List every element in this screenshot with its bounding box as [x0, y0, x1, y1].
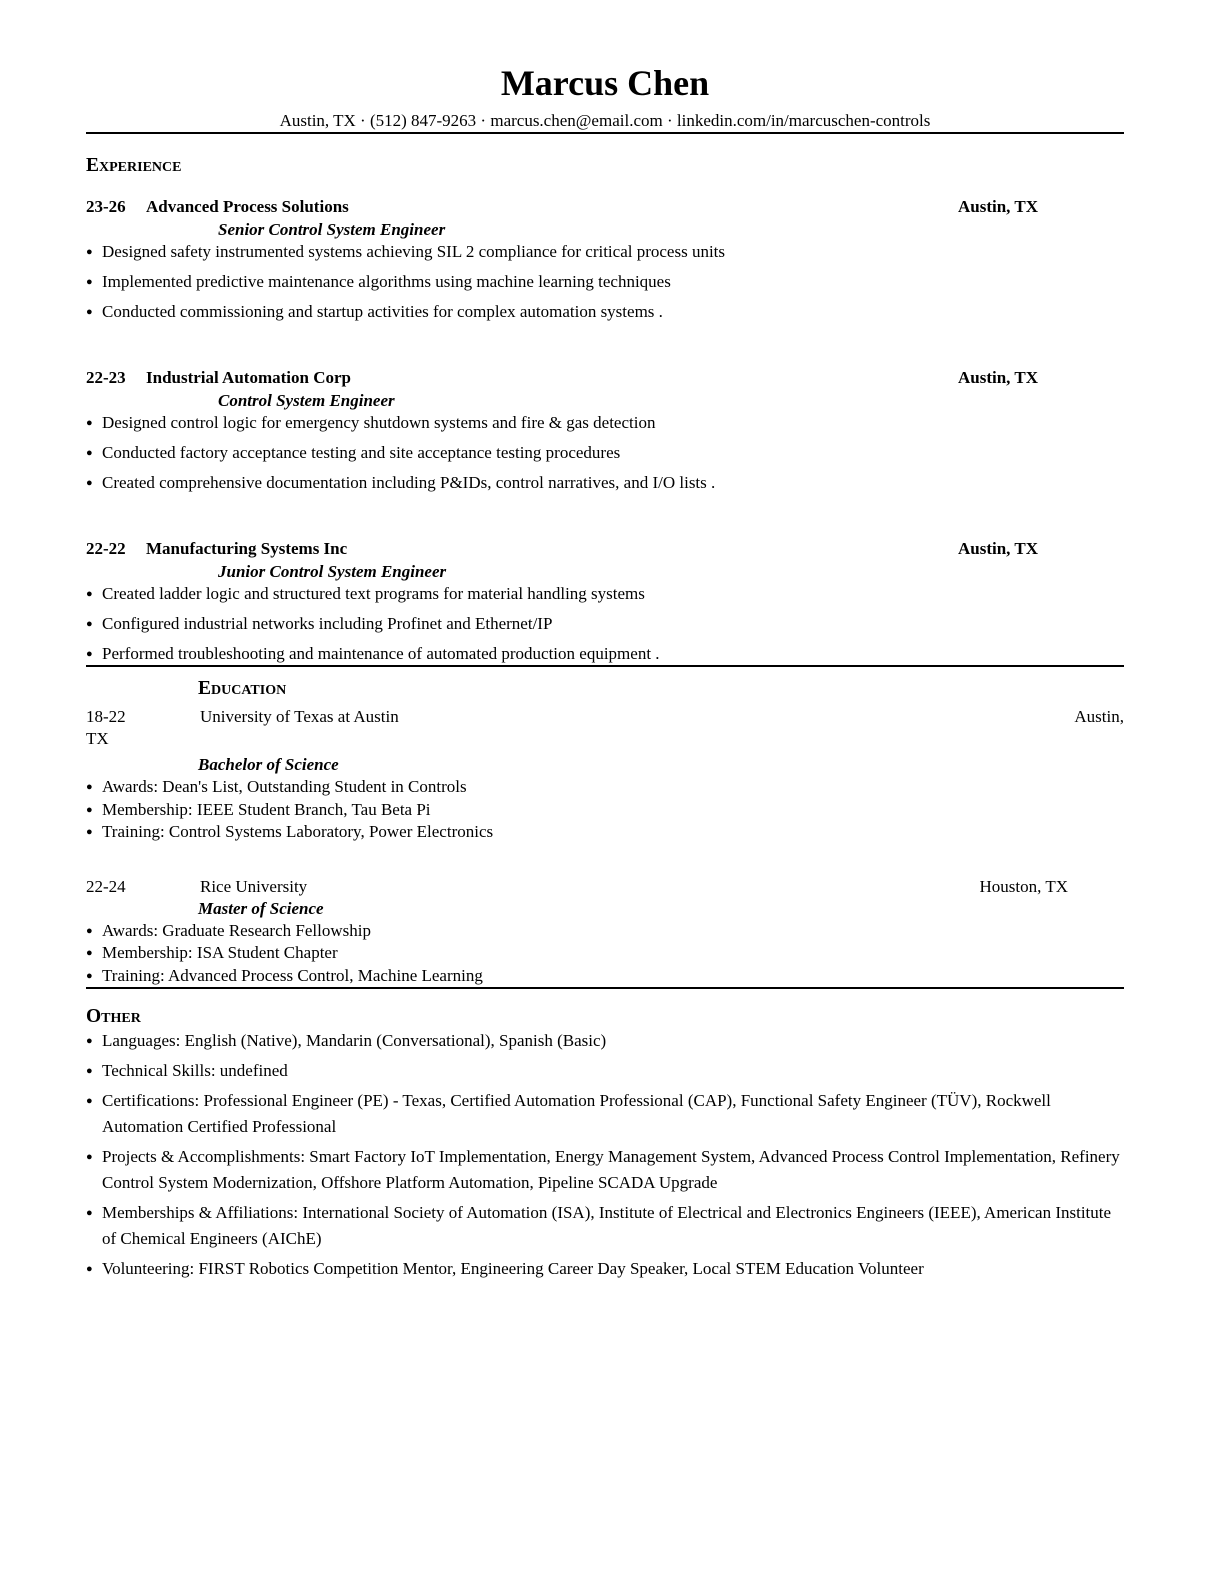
- education-location-part1: Austin,: [1074, 707, 1124, 727]
- education-bullet: ● Membership: ISA Student Chapter: [86, 942, 1124, 965]
- other-bullet: ● Projects & Accomplishments: Smart Factory IoT Implementation, Energy Management System, Advanced Process Control Implementation, Refinery Control System Modernization, Offshore Platform Automation, Pipeline SCADA Upgrade: [86, 1144, 1124, 1196]
- job-bullet: ● Configured industrial networks including Profinet and Ethernet/IP: [86, 613, 1124, 635]
- job-header: [86, 196, 1124, 218]
- job-dates: 23-26: [86, 196, 126, 216]
- job-bullet: ● Performed troubleshooting and maintenance of automated production equipment .: [86, 643, 1124, 665]
- other-heading: Other: [86, 1006, 141, 1028]
- company-name: Industrial Automation Corp: [146, 367, 351, 387]
- job-bullet: ● Conducted commissioning and startup activities for complex automation systems .: [86, 301, 1124, 323]
- education-bullet: ● Awards: Graduate Research Fellowship: [86, 920, 1124, 943]
- job-title: Senior Control System Engineer: [218, 219, 446, 239]
- job-bullet: ● Designed safety instrumented systems achieving SIL 2 compliance for critical process units: [86, 241, 1124, 263]
- job-header: [86, 367, 1124, 389]
- company-name: Manufacturing Systems Inc: [146, 538, 348, 558]
- job-bullet: ● Designed control logic for emergency shutdown systems and fire & gas detection: [86, 412, 1124, 434]
- education-bullet-list: [86, 920, 1124, 988]
- education-bullet: ● Training: Advanced Process Control, Machine Learning: [86, 965, 1124, 988]
- candidate-name: Marcus Chen: [500, 63, 710, 103]
- job-bullet-list: [86, 412, 1124, 494]
- education-bullet: ● Membership: IEEE Student Branch, Tau Beta Pi: [86, 799, 1124, 822]
- education-location-part2: TX: [86, 729, 109, 749]
- education-entry: [86, 876, 1124, 988]
- education-header: [86, 876, 1124, 898]
- section-divider: [86, 987, 1124, 989]
- other-bullet: ● Volunteering: FIRST Robotics Competition Mentor, Engineering Career Day Speaker, Local STEM Education Volunteer: [86, 1256, 1124, 1282]
- section-other: [86, 1005, 1124, 1282]
- education-dates: 18-22: [86, 707, 126, 727]
- school-name: Rice University: [200, 876, 308, 896]
- other-bullet-list: [86, 1028, 1124, 1282]
- experience-heading: Experience: [86, 155, 182, 177]
- header-divider: [86, 132, 1124, 134]
- job-title: Junior Control System Engineer: [218, 561, 447, 581]
- job-entry: [86, 196, 1124, 323]
- job-bullet: ● Created comprehensive documentation including P&IDs, control narratives, and I/O lists .: [86, 472, 1124, 494]
- job-bullet: ● Implemented predictive maintenance algorithms using machine learning techniques: [86, 271, 1124, 293]
- company-name: Advanced Process Solutions: [146, 196, 349, 216]
- other-bullet: ● Technical Skills: undefined: [86, 1058, 1124, 1084]
- education-bullet: ● Awards: Dean's List, Outstanding Student in Controls: [86, 776, 1124, 799]
- section-experience: [86, 154, 1124, 664]
- job-dates: 22-22: [86, 538, 126, 558]
- job-header: [86, 538, 1124, 560]
- education-header: [86, 706, 1124, 728]
- other-bullet: ● Languages: English (Native), Mandarin (Conversational), Spanish (Basic): [86, 1028, 1124, 1054]
- degree-title: Bachelor of Science: [198, 755, 339, 775]
- job-location: Austin, TX: [958, 196, 1038, 216]
- resume-header: [86, 0, 1124, 132]
- job-bullet: ● Created ladder logic and structured text programs for material handling systems: [86, 583, 1124, 605]
- other-bullet: ● Memberships & Affiliations: International Society of Automation (ISA), Institute of Electrical and Electronics Engineers (IEEE), American Institute of Chemical Engineers (AIChE): [86, 1200, 1124, 1252]
- job-location: Austin, TX: [958, 538, 1038, 558]
- job-bullet: ● Conducted factory acceptance testing and site acceptance testing procedures: [86, 442, 1124, 464]
- job-title: Control System Engineer: [218, 390, 395, 410]
- education-bullet-list: [86, 776, 1124, 844]
- job-location: Austin, TX: [958, 367, 1038, 387]
- job-dates: 22-23: [86, 367, 126, 387]
- job-bullet-list: [86, 241, 1124, 323]
- education-entry: [86, 706, 1124, 844]
- other-bullet: ● Certifications: Professional Engineer (PE) - Texas, Certified Automation Professional (CAP), Functional Safety Engineer (TÜV), Rockwell Automation Certified Professional: [86, 1088, 1124, 1140]
- education-dates: 22-24: [86, 876, 126, 896]
- job-entry: [86, 367, 1124, 494]
- job-entry: [86, 538, 1124, 665]
- contact-line: Austin, TX · (512) 847-9263 · marcus.chen@email.com · linkedin.com/in/marcuschen-controls: [279, 111, 931, 131]
- degree-title: Master of Science: [198, 898, 324, 918]
- school-name: University of Texas at Austin: [200, 707, 399, 727]
- section-education: [86, 677, 1124, 987]
- education-bullet: ● Training: Control Systems Laboratory, Power Electronics: [86, 821, 1124, 844]
- section-divider: [86, 665, 1124, 667]
- education-location: Houston, TX: [979, 876, 1068, 896]
- education-heading: Education: [198, 677, 287, 699]
- job-bullet-list: [86, 583, 1124, 665]
